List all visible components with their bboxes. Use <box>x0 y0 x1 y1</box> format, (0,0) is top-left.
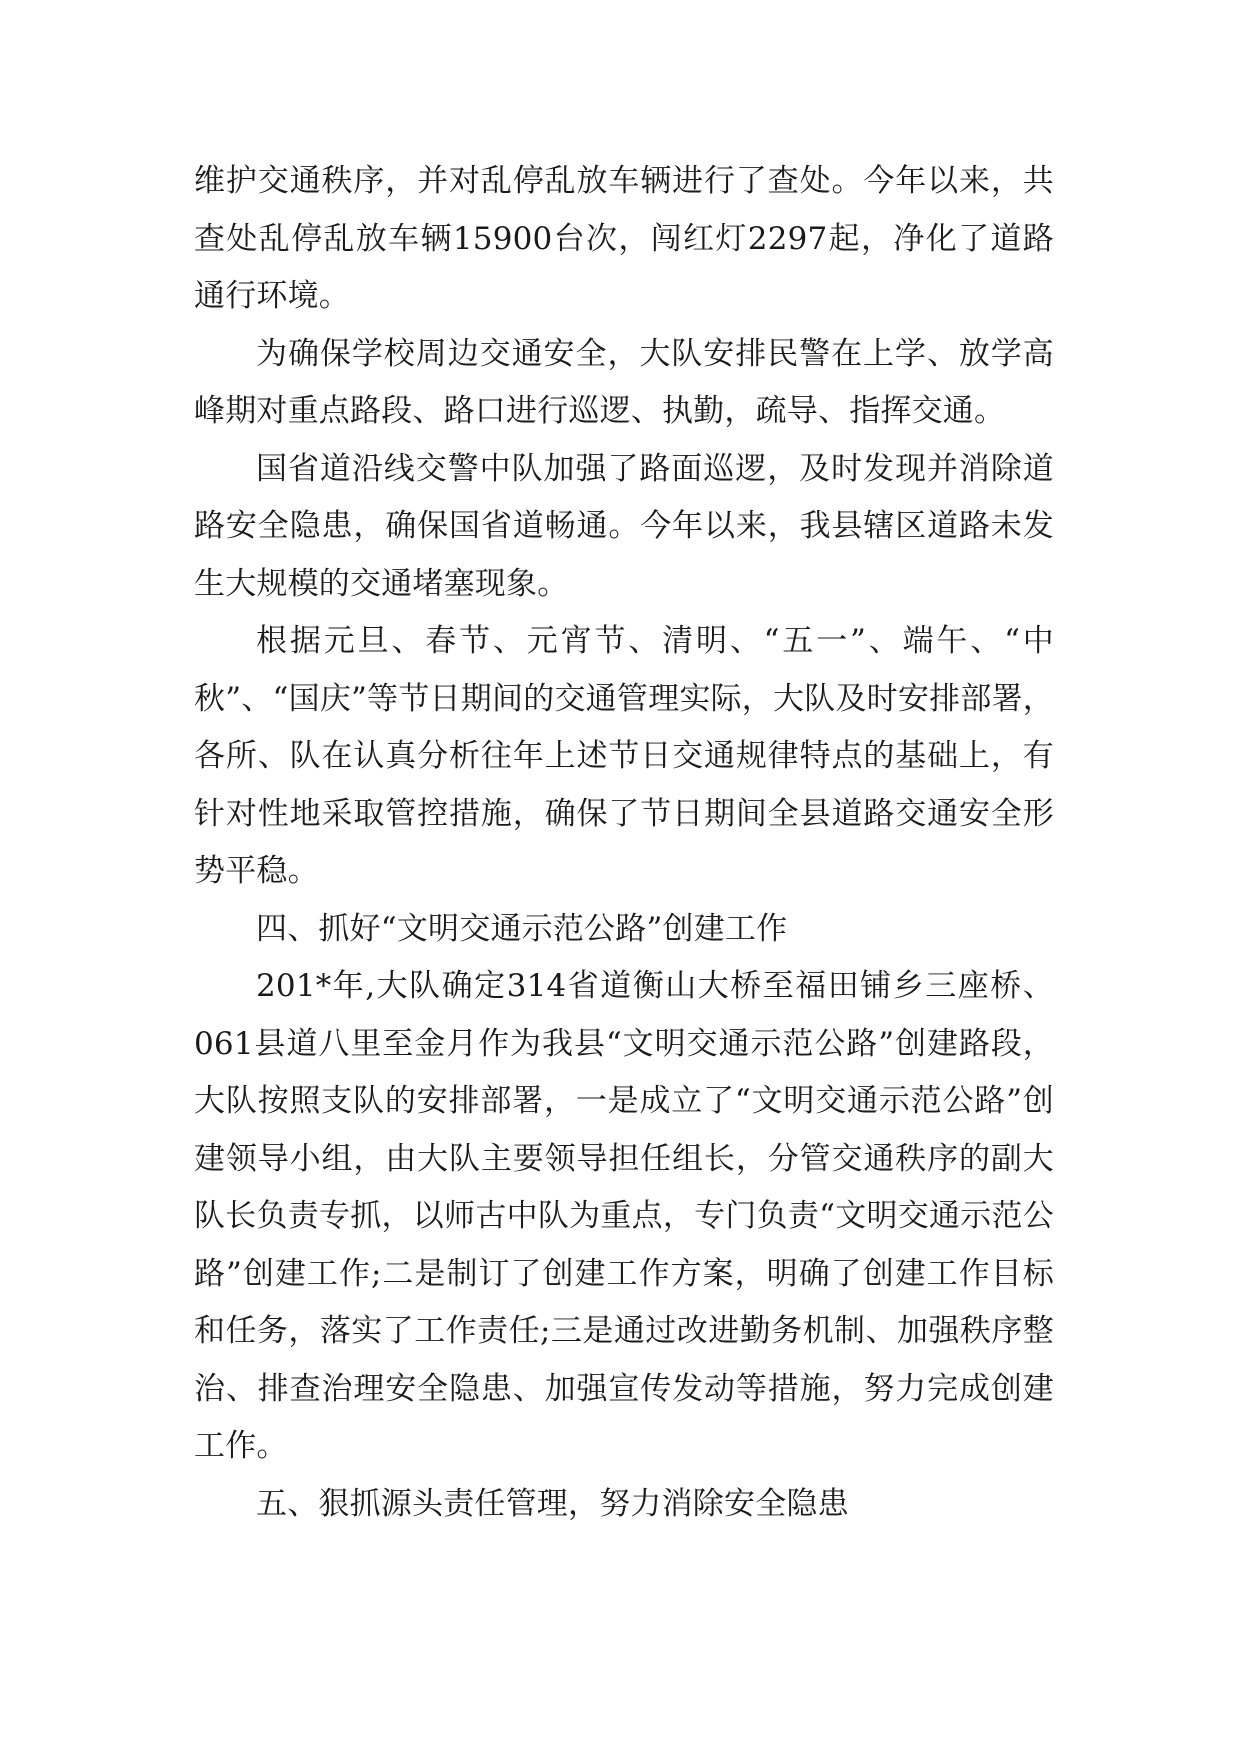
document-page <box>194 153 1054 1533</box>
section-heading-4: 四、抓好“文明交通示范公路”创建工作 <box>256 910 788 947</box>
paragraph-holiday-management: 根据元旦、春节、元宵节、清明、“五一”、端午、“中秋”、“国庆”等节日期间的交通管理实际，大队及时安排部署，各所、队在认真分析往年上述节日交通规律特点的基础上，有针对性地采取管控措施，确保了节日期间全县道路交通安全形势平稳。 <box>194 623 1054 889</box>
paragraph-civilized-road: 201*年,大队确定314省道衡山大桥至福田铺乡三座桥、061县道八里至金月作为我县“文明交通示范公路”创建路段，大队按照支队的安排部署，一是成立了“文明交通示范公路”创建领导小组，由大队主要领导担任组长，分管交通秩序的副大队长负责专抓，以师古中队为重点，专门负责“文明交通示范公路”创建工作;二是制订了创建工作方案，明确了创建工作目标和任务，落实了工作责任;三是通过改进勤务机制、加强秩序整治、排查治理安全隐患、加强宣传发动等措施，努力完成创建工作。 <box>194 968 1054 1464</box>
paragraph-highway-patrol: 国省道沿线交警中队加强了路面巡逻，及时发现并消除道路安全隐患，确保国省道畅通。今年以来，我县辖区道路未发生大规模的交通堵塞现象。 <box>194 450 1054 602</box>
paragraph-school-safety: 为确保学校周边交通安全，大队安排民警在上学、放学高峰期对重点路段、路口进行巡逻、执勤，疏导、指挥交通。 <box>194 335 1054 429</box>
section-heading-5: 五、狠抓源头责任管理，努力消除安全隐患 <box>256 1485 849 1522</box>
paragraph-traffic-order: 维护交通秩序，并对乱停乱放车辆进行了查处。今年以来，共查处乱停乱放车辆15900台次，闯红灯2297起，净化了道路通行环境。 <box>194 163 1054 314</box>
